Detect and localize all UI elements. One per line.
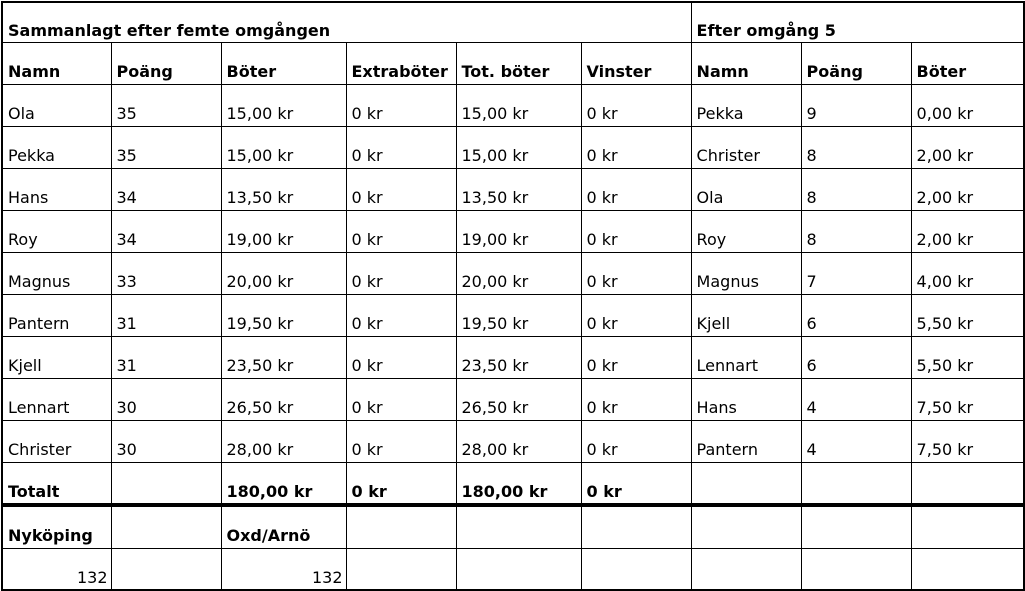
cell-poang: 33 — [111, 253, 221, 295]
table-row — [2, 127, 1024, 169]
col-header-round-boter: Böter — [911, 43, 1024, 85]
cell-vinster: 0 kr — [581, 169, 691, 211]
cell-tot-boter: 19,50 kr — [456, 295, 581, 337]
cell-round-boter: 0,00 kr — [911, 85, 1024, 127]
cell-tot-boter: 13,50 kr — [456, 169, 581, 211]
cell-extraboter: 0 kr — [346, 169, 456, 211]
cell-extraboter: 0 kr — [346, 337, 456, 379]
cell-round-namn: Roy — [691, 211, 801, 253]
cell-namn: Hans — [2, 169, 111, 211]
team-name-row — [2, 505, 1024, 549]
cell-namn: Kjell — [2, 337, 111, 379]
cell-boter: 15,00 kr — [221, 127, 346, 169]
empty-cell — [111, 549, 221, 591]
cell-vinster: 0 kr — [581, 379, 691, 421]
empty-cell — [581, 505, 691, 549]
col-header-tot-boter: Tot. böter — [456, 43, 581, 85]
cell-extraboter: 0 kr — [346, 421, 456, 463]
empty-cell — [691, 463, 801, 506]
cell-round-poang: 7 — [801, 253, 911, 295]
cell-round-poang: 8 — [801, 169, 911, 211]
results-sheet — [1, 1, 1025, 591]
cell-boter: 28,00 kr — [221, 421, 346, 463]
cell-round-namn: Lennart — [691, 337, 801, 379]
col-header-round-poang: Poäng — [801, 43, 911, 85]
cell-extraboter: 0 kr — [346, 379, 456, 421]
title-right: Efter omgång 5 — [691, 2, 1024, 43]
empty-cell — [456, 549, 581, 591]
cell-namn: Roy — [2, 211, 111, 253]
cell-namn: Lennart — [2, 379, 111, 421]
cell-poang: 35 — [111, 127, 221, 169]
header-row — [2, 43, 1024, 85]
cell-tot-boter: 15,00 kr — [456, 85, 581, 127]
col-header-vinster: Vinster — [581, 43, 691, 85]
cell-namn: Ola — [2, 85, 111, 127]
team-score-row — [2, 549, 1024, 591]
cell-poang: 30 — [111, 421, 221, 463]
cell-round-boter: 5,50 kr — [911, 337, 1024, 379]
cell-boter: 19,00 kr — [221, 211, 346, 253]
col-header-poang: Poäng — [111, 43, 221, 85]
cell-vinster: 0 kr — [581, 127, 691, 169]
cell-boter: 26,50 kr — [221, 379, 346, 421]
table-row — [2, 253, 1024, 295]
col-header-extraboter: Extraböter — [346, 43, 456, 85]
cell-tot-boter: 20,00 kr — [456, 253, 581, 295]
col-header-namn: Namn — [2, 43, 111, 85]
cell-boter: 13,50 kr — [221, 169, 346, 211]
table-row — [2, 295, 1024, 337]
cell-tot-boter: 23,50 kr — [456, 337, 581, 379]
cell-vinster: 0 kr — [581, 211, 691, 253]
cell-poang: 34 — [111, 211, 221, 253]
total-extraboter: 0 kr — [346, 463, 456, 506]
total-label: Totalt — [2, 463, 111, 506]
cell-poang: 34 — [111, 169, 221, 211]
empty-cell — [911, 463, 1024, 506]
total-tot-boter: 180,00 kr — [456, 463, 581, 506]
empty-cell — [346, 505, 456, 549]
table-row — [2, 169, 1024, 211]
table-row — [2, 421, 1024, 463]
cell-extraboter: 0 kr — [346, 85, 456, 127]
table-row — [2, 337, 1024, 379]
cell-round-poang: 4 — [801, 421, 911, 463]
cell-poang: 30 — [111, 379, 221, 421]
cell-namn: Christer — [2, 421, 111, 463]
empty-cell — [581, 549, 691, 591]
cell-round-boter: 7,50 kr — [911, 379, 1024, 421]
cell-round-poang: 6 — [801, 337, 911, 379]
empty-cell — [111, 505, 221, 549]
cell-boter: 20,00 kr — [221, 253, 346, 295]
cell-round-poang: 9 — [801, 85, 911, 127]
total-boter: 180,00 kr — [221, 463, 346, 506]
cell-tot-boter: 26,50 kr — [456, 379, 581, 421]
table-row — [2, 85, 1024, 127]
team1-score: 132 — [2, 549, 111, 591]
cell-round-boter: 5,50 kr — [911, 295, 1024, 337]
cell-extraboter: 0 kr — [346, 211, 456, 253]
cell-extraboter: 0 kr — [346, 295, 456, 337]
empty-cell — [456, 505, 581, 549]
cell-round-namn: Kjell — [691, 295, 801, 337]
cell-tot-boter: 28,00 kr — [456, 421, 581, 463]
empty-cell — [801, 505, 911, 549]
cell-round-namn: Magnus — [691, 253, 801, 295]
cell-tot-boter: 19,00 kr — [456, 211, 581, 253]
cell-namn: Magnus — [2, 253, 111, 295]
team1-name: Nyköping — [2, 505, 111, 549]
cell-poang: 31 — [111, 337, 221, 379]
total-vinster: 0 kr — [581, 463, 691, 506]
title-row — [2, 2, 1024, 43]
cell-round-boter: 7,50 kr — [911, 421, 1024, 463]
cell-namn: Pekka — [2, 127, 111, 169]
empty-cell — [801, 463, 911, 506]
cell-vinster: 0 kr — [581, 85, 691, 127]
total-poang — [111, 463, 221, 506]
cell-tot-boter: 15,00 kr — [456, 127, 581, 169]
empty-cell — [911, 549, 1024, 591]
cell-vinster: 0 kr — [581, 295, 691, 337]
total-row — [2, 463, 1024, 506]
cell-poang: 35 — [111, 85, 221, 127]
cell-vinster: 0 kr — [581, 253, 691, 295]
cell-vinster: 0 kr — [581, 421, 691, 463]
team2-score: 132 — [221, 549, 346, 591]
table-row — [2, 379, 1024, 421]
cell-round-namn: Ola — [691, 169, 801, 211]
col-header-boter: Böter — [221, 43, 346, 85]
empty-cell — [801, 549, 911, 591]
cell-round-boter: 2,00 kr — [911, 211, 1024, 253]
cell-boter: 19,50 kr — [221, 295, 346, 337]
cell-vinster: 0 kr — [581, 337, 691, 379]
team2-name: Oxd/Arnö — [221, 505, 346, 549]
cell-namn: Pantern — [2, 295, 111, 337]
cell-round-poang: 8 — [801, 211, 911, 253]
cell-extraboter: 0 kr — [346, 127, 456, 169]
empty-cell — [346, 549, 456, 591]
title-left: Sammanlagt efter femte omgången — [2, 2, 691, 43]
table-row — [2, 211, 1024, 253]
cell-boter: 15,00 kr — [221, 85, 346, 127]
cell-round-poang: 4 — [801, 379, 911, 421]
empty-cell — [691, 505, 801, 549]
cell-poang: 31 — [111, 295, 221, 337]
cell-round-poang: 8 — [801, 127, 911, 169]
cell-boter: 23,50 kr — [221, 337, 346, 379]
empty-cell — [911, 505, 1024, 549]
empty-cell — [691, 549, 801, 591]
cell-round-namn: Pantern — [691, 421, 801, 463]
cell-round-namn: Hans — [691, 379, 801, 421]
col-header-round-namn: Namn — [691, 43, 801, 85]
cell-round-boter: 2,00 kr — [911, 169, 1024, 211]
cell-round-boter: 2,00 kr — [911, 127, 1024, 169]
cell-round-namn: Pekka — [691, 85, 801, 127]
cell-extraboter: 0 kr — [346, 253, 456, 295]
cell-round-boter: 4,00 kr — [911, 253, 1024, 295]
cell-round-namn: Christer — [691, 127, 801, 169]
cell-round-poang: 6 — [801, 295, 911, 337]
